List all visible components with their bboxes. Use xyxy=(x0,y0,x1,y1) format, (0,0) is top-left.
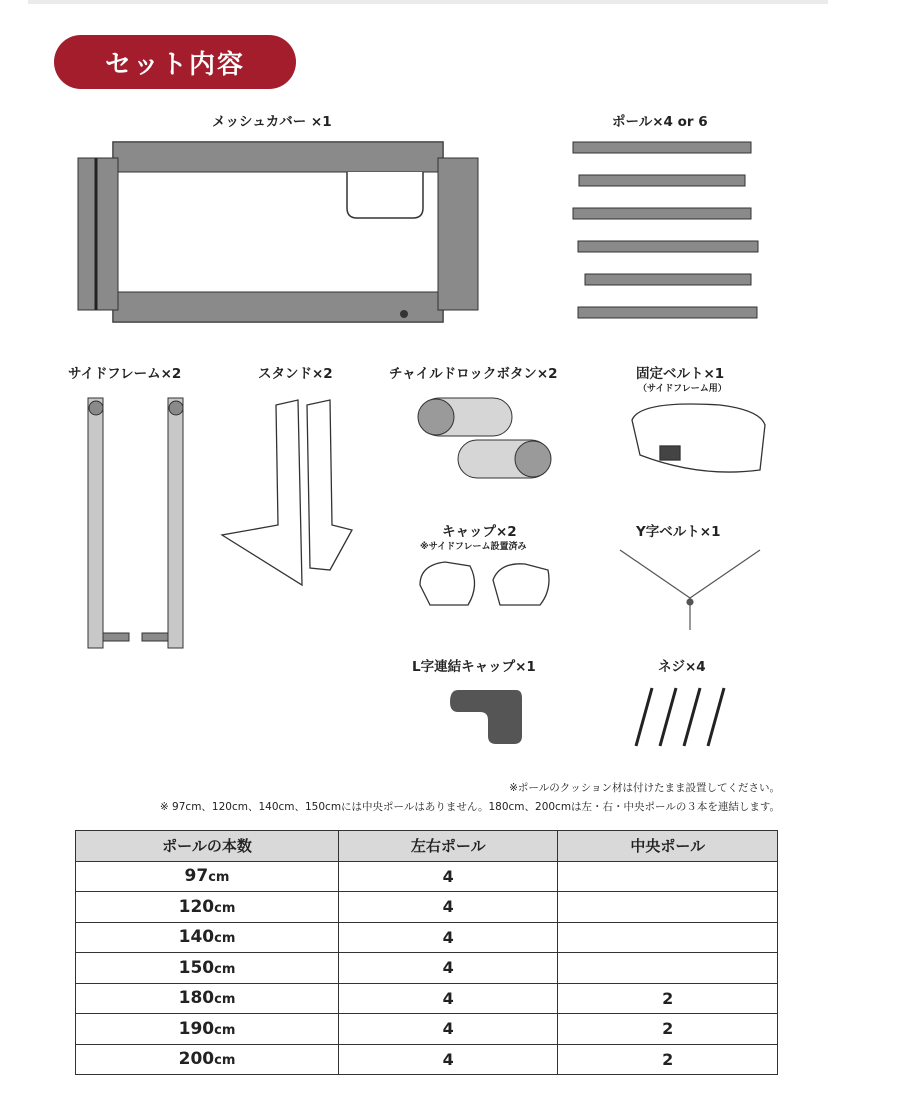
cell-side: 4 xyxy=(338,892,558,923)
cell-side: 4 xyxy=(338,1044,558,1075)
screws-illustration xyxy=(636,688,724,746)
table-row xyxy=(76,922,778,953)
label-poles: ポール×4 or 6 xyxy=(612,114,708,130)
cell-size: 120cm xyxy=(76,892,339,923)
cell-center xyxy=(558,861,778,892)
cell-center xyxy=(558,922,778,953)
cell-center: 2 xyxy=(558,983,778,1014)
label-screws: ネジ×4 xyxy=(658,659,706,675)
cell-center: 2 xyxy=(558,1044,778,1075)
stands-illustration xyxy=(222,400,352,585)
table-row xyxy=(76,1044,778,1075)
caps-illustration xyxy=(420,562,549,605)
note-center-pole: ※ 97cm、120cm、140cm、150cmには中央ポールはありません。180cm、200cmは左・右・中央ポールの３本を連結します。 xyxy=(159,801,780,813)
cell-center: 2 xyxy=(558,1014,778,1045)
section-title-badge: セット内容 xyxy=(54,35,296,89)
cell-center xyxy=(558,892,778,923)
poles-illustration xyxy=(573,142,758,318)
l-cap-illustration xyxy=(450,690,522,744)
label-child-lock: チャイルドロックボタン×2 xyxy=(389,366,558,382)
table-row xyxy=(76,1014,778,1045)
cell-center xyxy=(558,953,778,984)
table-row xyxy=(76,983,778,1014)
cell-size: 140cm xyxy=(76,922,339,953)
mesh-cover-illustration xyxy=(78,142,478,322)
label-side-frame: サイドフレーム×2 xyxy=(68,366,182,382)
label-l-cap: L字連結キャップ×1 xyxy=(412,659,536,675)
label-fixed-belt: 固定ベルト×1 xyxy=(636,366,725,382)
child-lock-illustration xyxy=(418,398,551,478)
table-row xyxy=(76,892,778,923)
cell-size: 190cm xyxy=(76,1014,339,1045)
label-stand: スタンド×2 xyxy=(258,366,333,382)
table-row xyxy=(76,861,778,892)
cell-side: 4 xyxy=(338,861,558,892)
table-header-row xyxy=(76,831,778,862)
fixed-belt-illustration xyxy=(632,404,765,472)
label-cap-note: ※サイドフレーム設置済み xyxy=(420,542,527,552)
table-row xyxy=(76,953,778,984)
header-pole-count: ポールの本数 xyxy=(76,831,339,862)
note-cushion: ※ポールのクッション材は付けたまま設置してください。 xyxy=(509,782,780,794)
cell-side: 4 xyxy=(338,1014,558,1045)
label-mesh-cover: メッシュカバー ×1 xyxy=(212,114,332,130)
label-y-belt: Y字ベルト×1 xyxy=(636,524,721,540)
cell-size: 200cm xyxy=(76,1044,339,1075)
cell-size: 97cm xyxy=(76,861,339,892)
side-frames-illustration xyxy=(88,398,183,648)
cell-size: 150cm xyxy=(76,953,339,984)
label-cap: キャップ×2 xyxy=(442,524,517,540)
cell-side: 4 xyxy=(338,922,558,953)
header-side-poles: 左右ポール xyxy=(338,831,558,862)
y-belt-illustration xyxy=(620,550,760,630)
label-fixed-belt-note: （サイドフレーム用） xyxy=(638,384,727,394)
cell-side: 4 xyxy=(338,983,558,1014)
cell-side: 4 xyxy=(338,953,558,984)
pole-count-table xyxy=(75,830,778,1075)
cell-size: 180cm xyxy=(76,983,339,1014)
header-center-poles: 中央ポール xyxy=(558,831,778,862)
